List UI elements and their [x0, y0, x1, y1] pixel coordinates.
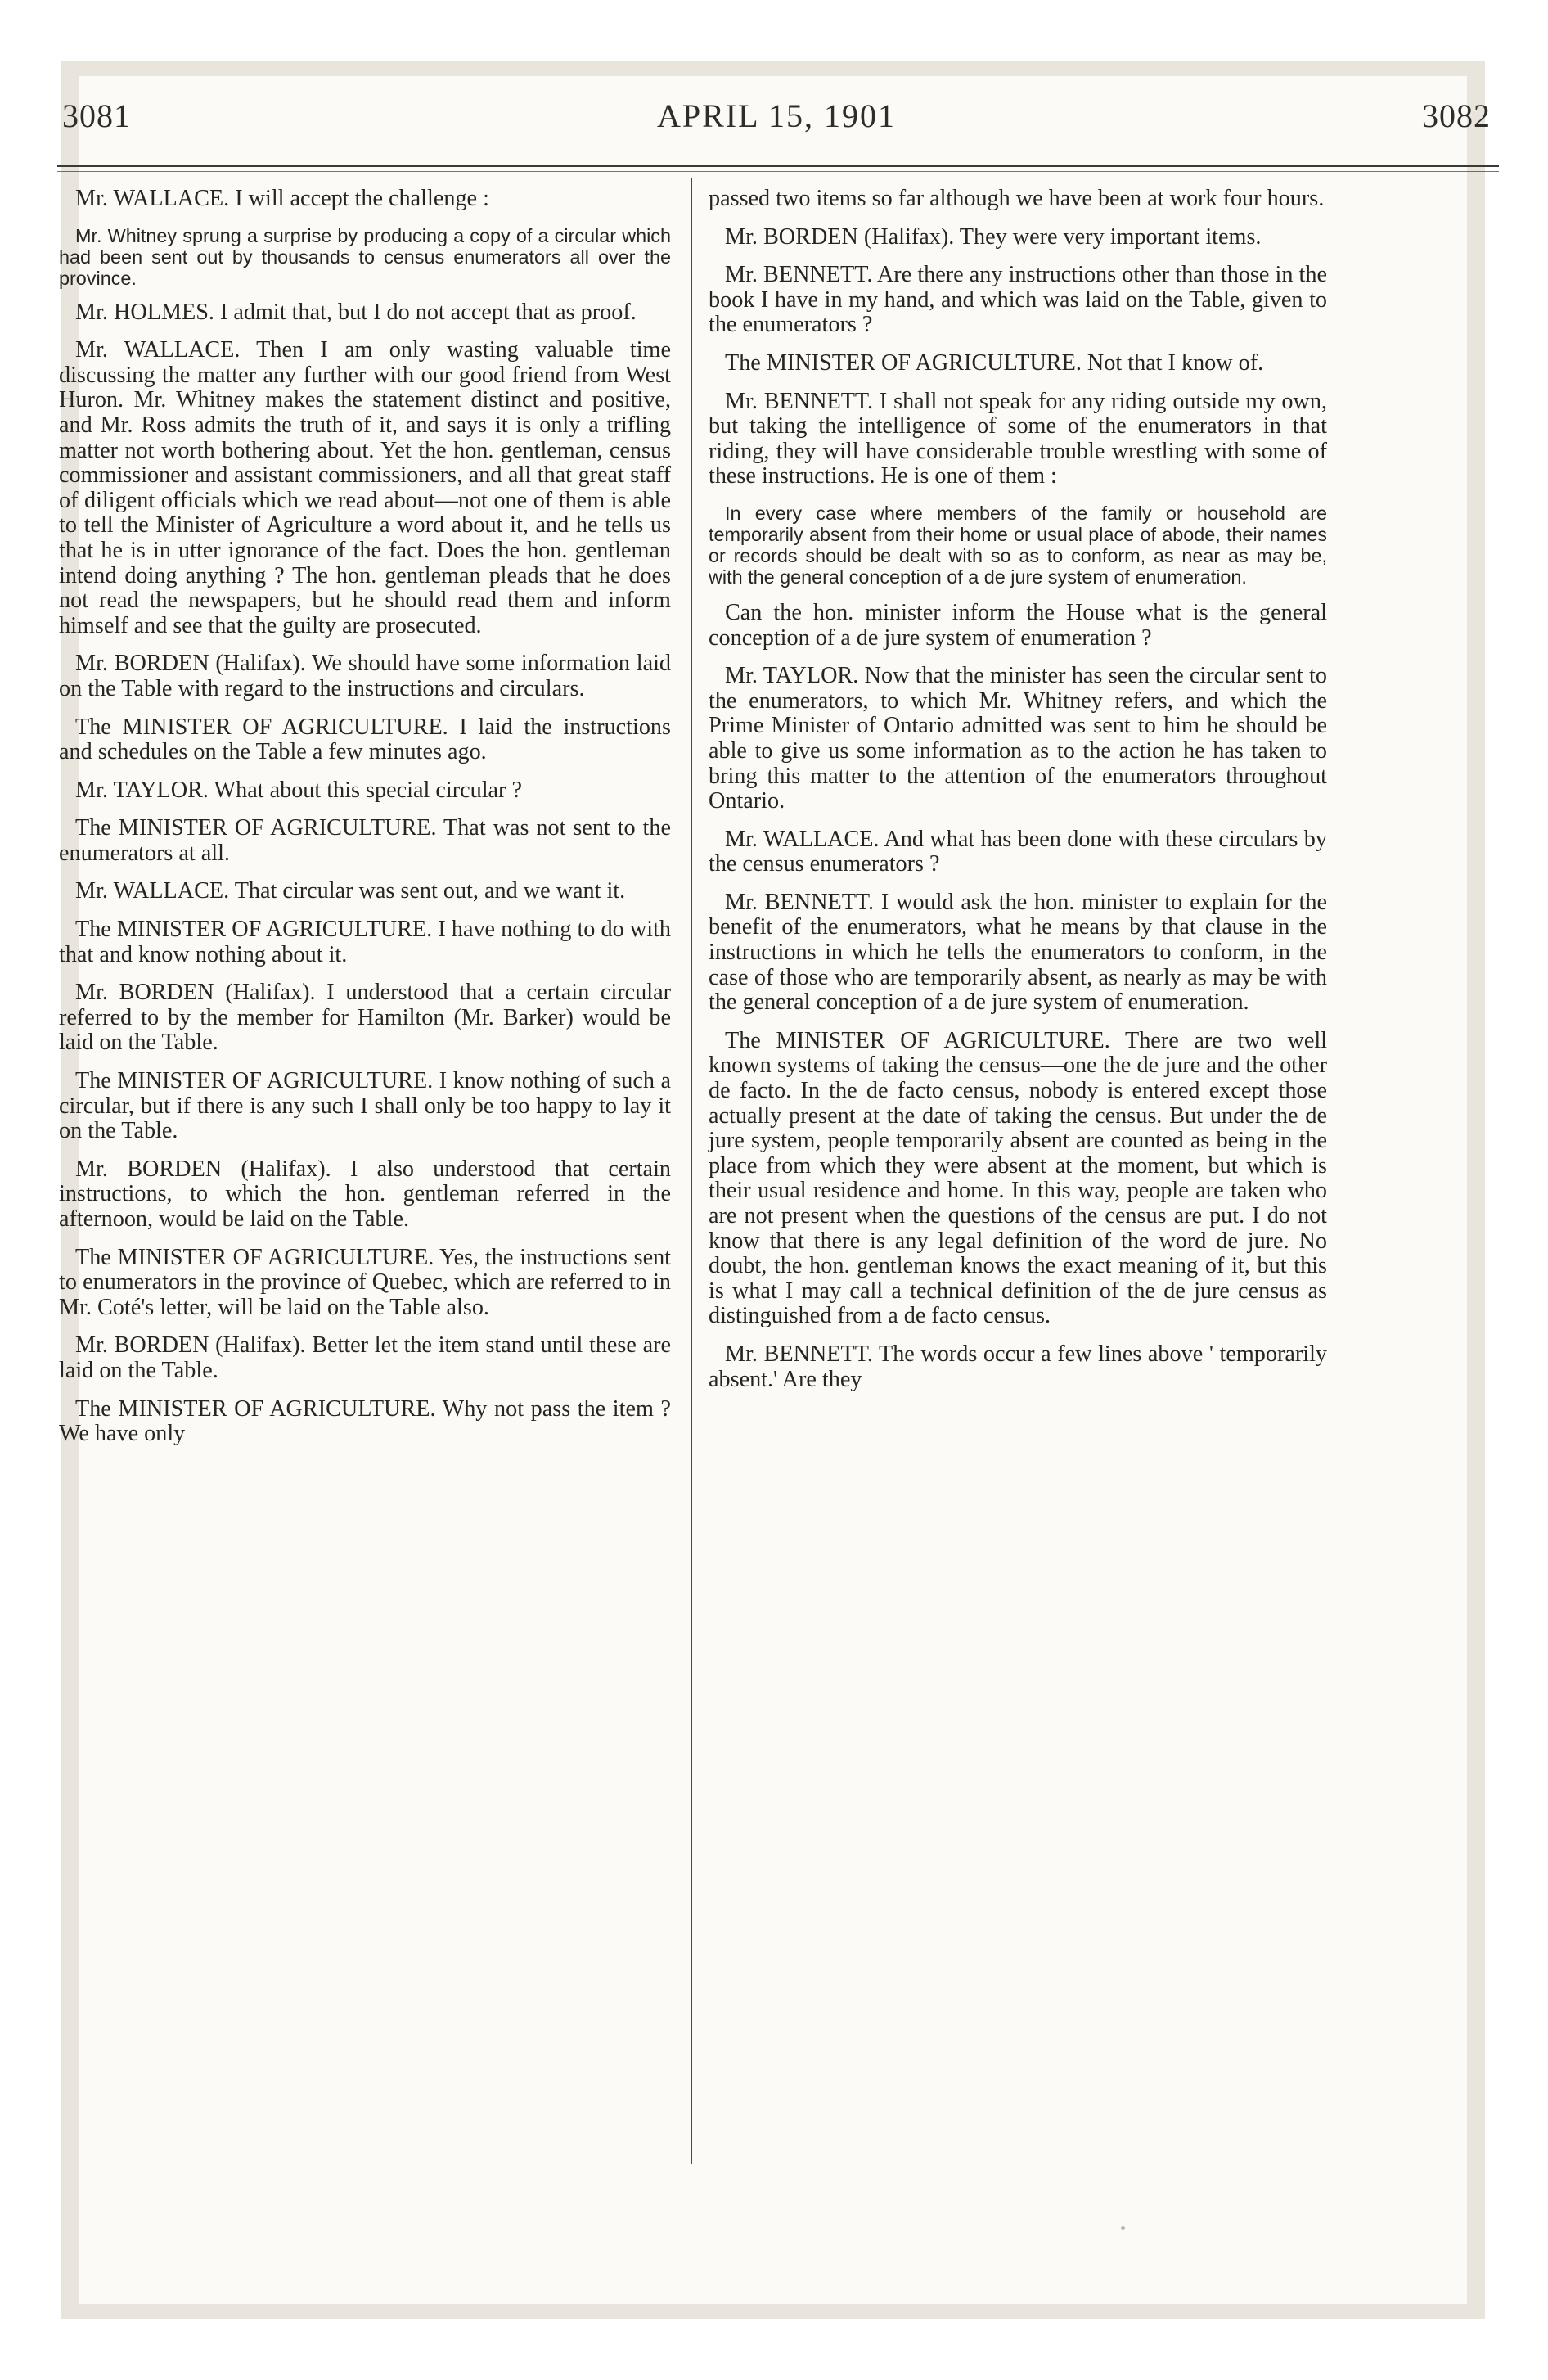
left-column [59, 187, 671, 1460]
quoted-paragraph: In every case where members of the family or household are temporarily absent from their home or usual place of abode, their names or records should be dealt with so as to conform, as near as may be, with the general conception of a de jure system of enumeration. [709, 502, 1327, 588]
paragraph: Mr. TAYLOR. Now that the minister has seen the circular sent to the enumerators, to which Mr. Whitney refers, and which the Prime Minister of Ontario admitted was sent to him he should be able to give us some information as to the action he has taken to bring this matter to the attention of the enumerators throughout Ontario. [709, 663, 1327, 814]
header-rule [57, 165, 1499, 167]
paragraph: Mr. BENNETT. I would ask the hon. minister to explain for the benefit of the enumerators, what he means by that clause in the instructions in which he tells the enumerators to conform, in the case of those who are temporarily absent, as nearly as may be with the general conception of a de jure system of enumeration. [709, 889, 1327, 1016]
paragraph: Mr. BENNETT. I shall not speak for any riding outside my own, but taking the intelligence of some of the enumerators in that riding, they will have considerable trouble wrestling with some of these instructions. He is one of them : [709, 388, 1327, 489]
page-number-right: 3082 [1422, 97, 1491, 134]
paragraph: The MINISTER OF AGRICULTURE. I know nothing of such a circular, but if there is any such I shall only be too happy to lay it on the Table. [59, 1068, 671, 1144]
paragraph: Mr. BENNETT. The words occur a few lines above ' temporarily absent.' Are they [709, 1341, 1327, 1392]
column-divider [691, 178, 692, 2164]
ink-speck [1121, 2226, 1125, 2230]
paragraph: The MINISTER OF AGRICULTURE. That was not sent to the enumerators at all. [59, 815, 671, 866]
right-column [709, 187, 1327, 1405]
paragraph: Mr. WALLACE. Then I am only wasting valuable time discussing the matter any further with our good friend from West Huron. Mr. Whitney makes the statement distinct and positive, and Mr. Ross admits the truth of it, and says it is only a trifling matter not worth bothering about. Yet the hon. gentleman, census commissioner and assistant commissioners, and all that great staff of diligent officials which we read about—not one of them is able to tell the Minister of Agriculture a word about it, and he tells us that he is in utter ignorance of the fact. Does the hon. gentleman intend doing anything ? The hon. gentleman pleads that he does not read the newspapers, but he should read them and inform himself and see that the guilty are prosecuted. [59, 337, 671, 638]
paragraph: The MINISTER OF AGRICULTURE. Why not pass the item ? We have only [59, 1395, 671, 1447]
paragraph: Mr. BORDEN (Halifax). I understood that a certain circular referred to by the member for Hamilton (Mr. Barker) would be laid on the Table. [59, 980, 671, 1056]
page-number-left: 3081 [62, 97, 131, 134]
paragraph: Mr. HOLMES. I admit that, but I do not accept that as proof. [75, 299, 637, 325]
paragraph: Mr. WALLACE. That circular was sent out, and we want it. [75, 878, 626, 904]
paragraph: Mr. BENNETT. Are there any instructions other than those in the book I have in my hand, and which was laid on the Table, given to the enumerators ? [709, 262, 1327, 338]
paragraph: The MINISTER OF AGRICULTURE. I have nothing to do with that and know nothing about it. [59, 917, 671, 967]
running-header [62, 97, 1491, 146]
paragraph: Mr. BORDEN (Halifax). They were very important items. [725, 223, 1262, 250]
paragraph: Mr. BORDEN (Halifax). I also understood that certain instructions, to which the hon. gentleman referred in the afternoon, would be laid on the Table. [59, 1156, 671, 1232]
paragraph: Mr. WALLACE. And what has been done with these circulars by the census enumerators ? [709, 826, 1327, 877]
paragraph: Mr. TAYLOR. What about this special circular ? [75, 777, 522, 803]
header-rule-thin [57, 171, 1499, 172]
quoted-paragraph: Mr. Whitney sprung a surprise by producing a copy of a circular which had been sent out by thousands to census enumerators all over the province. [59, 224, 671, 289]
paragraph: The MINISTER OF AGRICULTURE. There are two well known systems of taking the census—one the de jure and the other de facto. In the de facto census, nobody is entered except those actually present at the date of taking the census. But under the de jure system, people temporarily absent are counted as being in the place from which they were absent at the moment, but which is their usual residence and home. In this way, people are taken who are not present when the questions of the census are put. I do not know that there is any legal definition of the word de jure. No doubt, the hon. gentleman knows the exact meaning of it, but this is what I may call a technical definition of the de jure census as distinguished from a de facto census. [709, 1027, 1327, 1329]
paragraph: The MINISTER OF AGRICULTURE. I laid the instructions and schedules on the Table a few minutes ago. [59, 714, 671, 765]
paragraph: Mr. BORDEN (Halifax). We should have some information laid on the Table with regard to the instructions and circulars. [59, 651, 671, 701]
paragraph: Mr. BORDEN (Halifax). Better let the item stand until these are laid on the Table. [59, 1332, 671, 1383]
paragraph: Mr. WALLACE. I will accept the challenge : [75, 186, 489, 211]
header-date: APRIL 15, 1901 [656, 97, 897, 134]
paragraph: passed two items so far although we have been at work four hours. [709, 186, 1325, 211]
paragraph: The MINISTER OF AGRICULTURE. Not that I know of. [725, 349, 1264, 376]
paragraph: Can the hon. minister inform the House what is the general conception of a de jure system of enumeration ? [709, 599, 1327, 651]
paragraph: The MINISTER OF AGRICULTURE. Yes, the instructions sent to enumerators in the province of Quebec, which are referred to in Mr. Coté's letter, will be laid on the Table also. [59, 1244, 671, 1320]
